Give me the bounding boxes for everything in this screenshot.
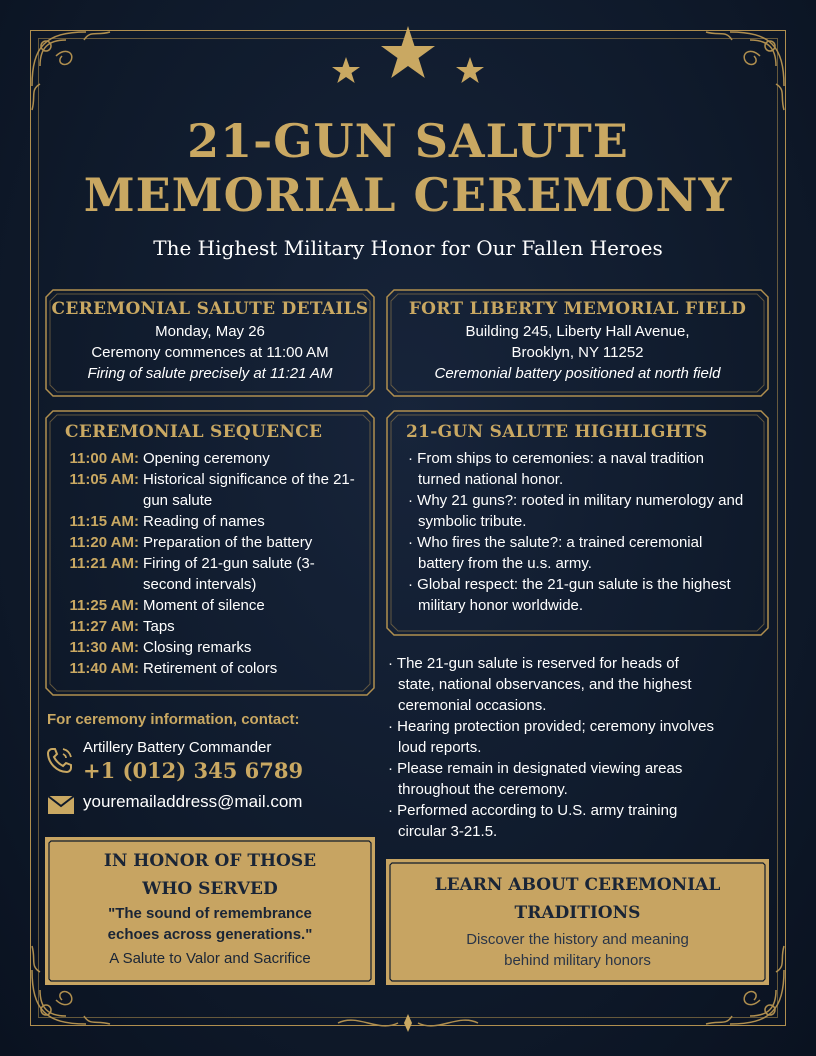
note-item: · Hearing protection provided; ceremony involves loud reports. xyxy=(388,718,715,756)
notes-list xyxy=(386,653,716,842)
highlights-list xyxy=(406,448,749,616)
sequence-item: 11:21 AM: Firing of 21-gun salute (3-second intervals) xyxy=(69,555,315,593)
note-item: · Please remain in designated viewing areas throughout the ceremony. xyxy=(388,760,683,798)
salute-details-heading: CEREMONIAL SALUTE DETAILS xyxy=(51,299,369,319)
highlight-item: · From ships to ceremonies: a naval tradition turned national honor. xyxy=(408,450,704,488)
learn-heading-2: TRADITIONS xyxy=(514,903,641,923)
ceremony-start: Ceremony commences at 11:00 AM xyxy=(91,344,329,361)
contact-role: Artillery Battery Commander xyxy=(83,739,272,756)
sequence-item: 11:05 AM: Historical significance of the 21-gun salute xyxy=(69,471,355,509)
contact-phone[interactable]: +1 (012) 345 6789 xyxy=(83,758,304,783)
sequence-item: 11:15 AM: Reading of names xyxy=(69,513,265,530)
honor-quote-1: "The sound of remembrance xyxy=(108,905,312,922)
sequence-item: 11:30 AM: Closing remarks xyxy=(69,639,252,656)
location-heading: FORT LIBERTY MEMORIAL FIELD xyxy=(408,299,747,319)
honor-heading-2: WHO SERVED xyxy=(142,879,278,899)
honor-tagline: A Salute to Valor and Sacrifice xyxy=(109,950,311,967)
highlight-item: · Why 21 guns?: rooted in military numerology and symbolic tribute. xyxy=(408,492,744,530)
salute-details-panel xyxy=(45,289,375,397)
sequence-item: 11:40 AM: Retirement of colors xyxy=(69,660,278,677)
envelope-icon xyxy=(47,795,75,815)
bottom-flourish xyxy=(328,1008,488,1038)
contact-email[interactable]: youremailaddress@mail.com xyxy=(83,792,303,811)
star-icon xyxy=(332,57,360,83)
star-icon xyxy=(456,57,484,83)
sequence-item: 11:27 AM: Taps xyxy=(69,618,175,635)
subtitle: The Highest Military Honor for Our Fallen Heroes xyxy=(153,236,663,260)
note-item: · The 21-gun salute is reserved for heads of state, national observances, and the highest ceremonial occasions. xyxy=(388,655,692,714)
highlight-item: · Global respect: the 21-gun salute is the highest military honor worldwide. xyxy=(408,576,731,614)
sequence-item: 11:25 AM: Moment of silence xyxy=(69,597,265,614)
highlights-heading: 21-GUN SALUTE HIGHLIGHTS xyxy=(406,422,708,442)
sequence-heading: CEREMONIAL SEQUENCE xyxy=(65,422,323,442)
sequence-item: 11:20 AM: Preparation of the battery xyxy=(69,534,313,551)
honor-heading-1: IN HONOR OF THOSE xyxy=(103,851,317,871)
address-line-1: Building 245, Liberty Hall Avenue, xyxy=(465,323,690,340)
firing-time: Firing of salute precisely at 11:21 AM xyxy=(87,365,333,382)
corner-ornament-top-left xyxy=(26,26,116,116)
address-line-2: Brooklyn, NY 11252 xyxy=(511,344,644,361)
learn-text-1: Discover the history and meaning xyxy=(466,931,689,948)
honor-box xyxy=(45,837,375,985)
title-line-1: 21-GUN SALUTE xyxy=(187,114,629,168)
location-panel xyxy=(386,289,769,397)
sequence-item: 11:00 AM: Opening ceremony xyxy=(69,450,270,467)
phone-icon xyxy=(45,745,75,775)
highlight-item: · Who fires the salute?: a trained ceremonial battery from the u.s. army. xyxy=(408,534,703,572)
learn-text-2: behind military honors xyxy=(504,952,651,969)
contact-heading: For ceremony information, contact: xyxy=(47,711,300,728)
learn-heading-1: LEARN ABOUT CEREMONIAL xyxy=(434,875,721,895)
note-item: · Performed according to U.S. army training circular 3-21.5. xyxy=(388,802,678,840)
title-line-2: MEMORIAL CEREMONY xyxy=(83,168,733,222)
honor-quote-2: echoes across generations." xyxy=(107,926,313,943)
ceremony-date: Monday, May 26 xyxy=(155,323,265,340)
learn-box[interactable] xyxy=(386,859,769,985)
highlights-panel xyxy=(386,410,769,636)
battery-position-note: Ceremonial battery positioned at north field xyxy=(434,365,721,382)
star-icon xyxy=(381,26,435,78)
sequence-list xyxy=(65,448,357,679)
stars-group xyxy=(326,24,490,94)
sequence-panel xyxy=(45,410,375,696)
corner-ornament-top-right xyxy=(700,26,790,116)
